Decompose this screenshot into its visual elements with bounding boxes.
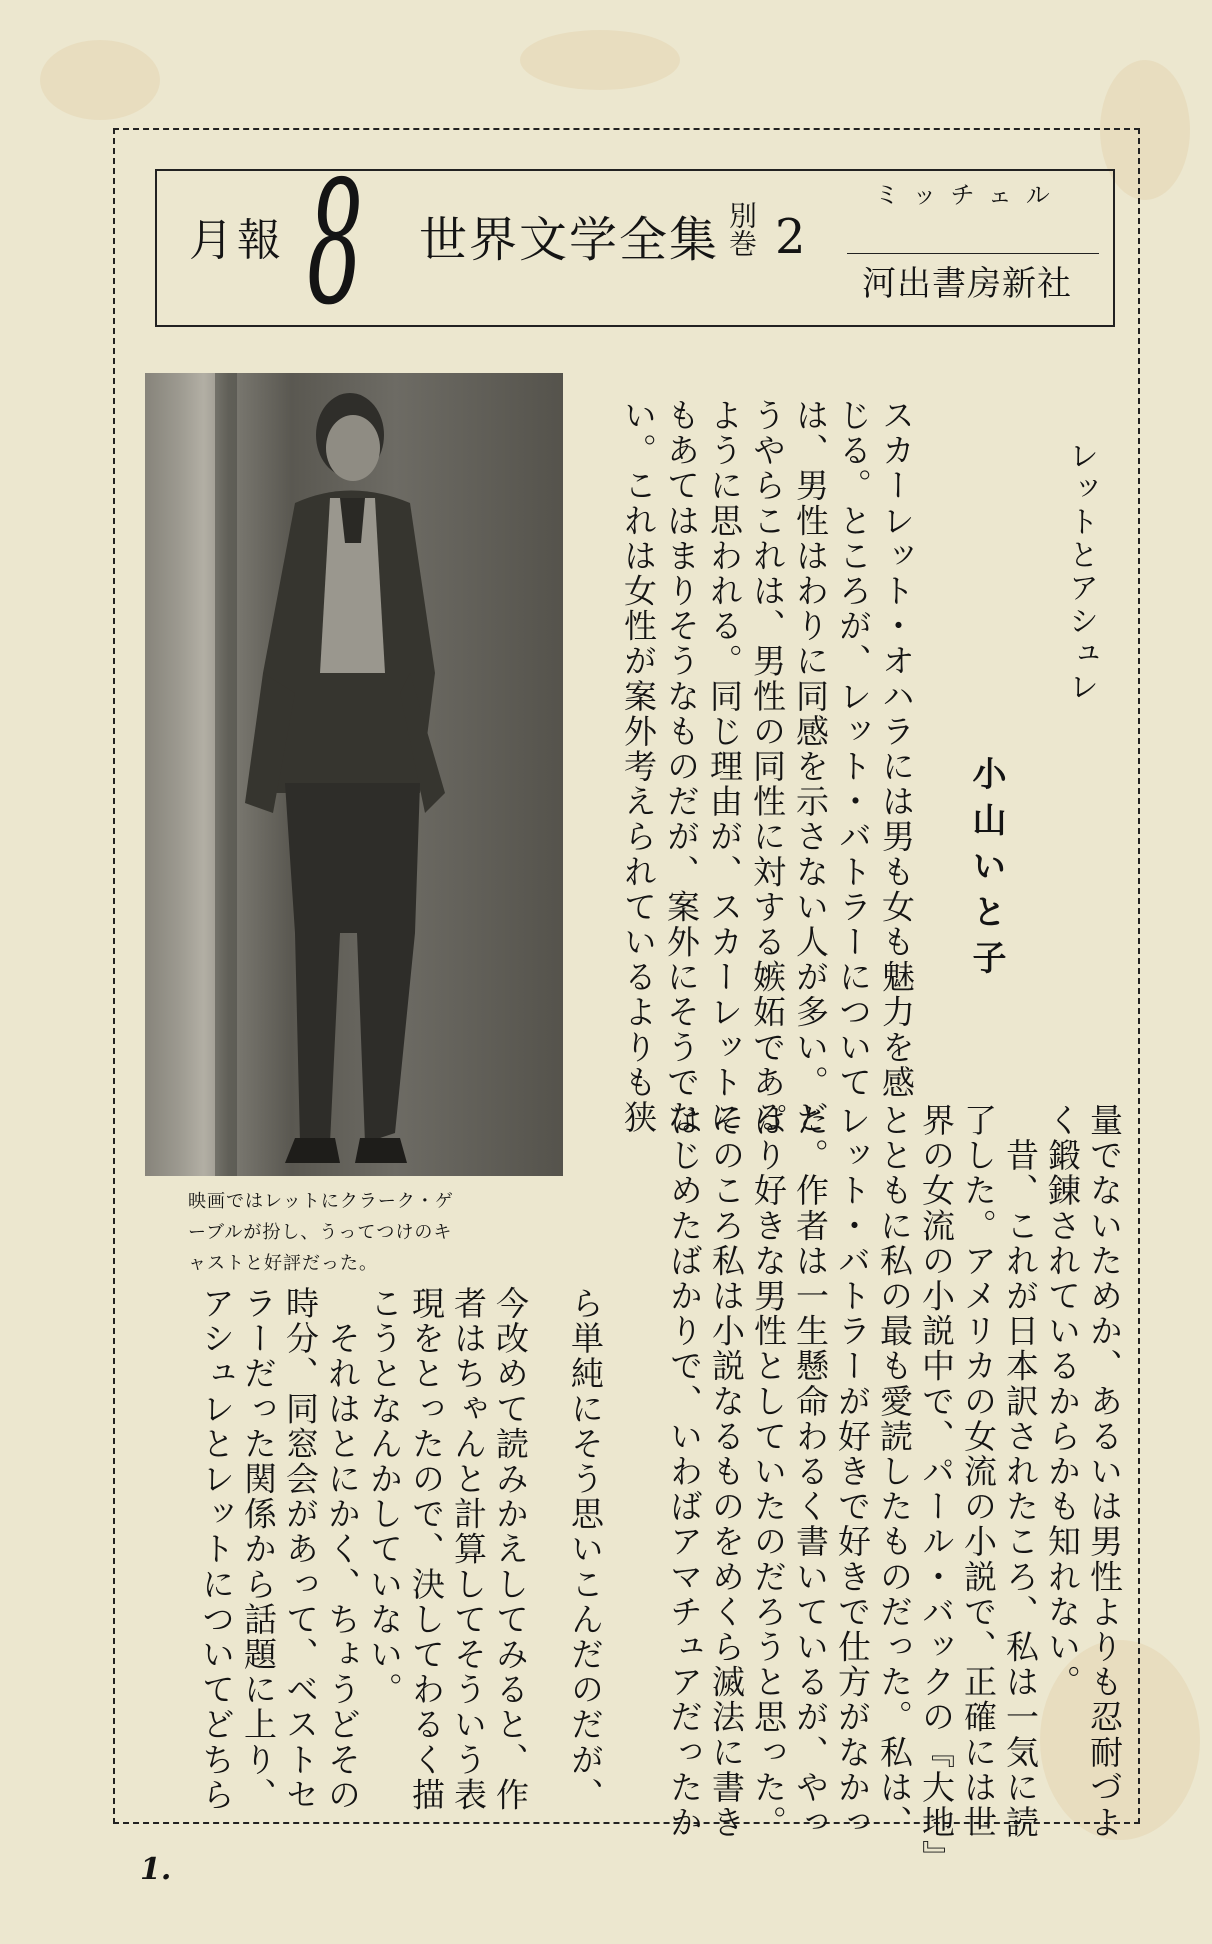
text-column: ように思われる。同じ理由が、スカーレットに xyxy=(705,398,744,1136)
text-column: アシュレとレットについてどちら xyxy=(197,1286,236,1813)
masthead-divider xyxy=(847,253,1099,254)
text-column: こうとなんかしていない。 xyxy=(365,1286,404,1708)
text-column: ぱり好きな男性としていたのだろうと思った。 xyxy=(749,1103,788,1841)
text-column: い。これは女性が案外考えられているよりも狭 xyxy=(619,398,658,1136)
text-column: 者はちゃんと計算してそういう表 xyxy=(449,1286,488,1813)
text-column: もあてはまりそうなものだが、案外にそうでな xyxy=(662,398,701,1136)
article-byline: 小山いと子 xyxy=(966,756,1006,986)
text-column: 量でないためか、あるいは男性よりも忍耐づよ xyxy=(1085,1103,1124,1841)
text-column: 今改めて読みかえしてみると、作 xyxy=(491,1286,530,1813)
man-figure-illustration xyxy=(145,373,563,1176)
caption-line: ャストと好評だった。 xyxy=(188,1253,378,1274)
text-column: そのころ私は小説なるものをめくら滅法に書き xyxy=(707,1103,746,1841)
text-column: 界の女流の小説中で、パール・バックの『大地』 xyxy=(917,1103,956,1876)
text-column: ラーだった関係から話題に上り、 xyxy=(239,1286,278,1813)
caption-line: 映画ではレットにクラーク・ゲ xyxy=(188,1191,454,1212)
caption-line: ーブルが扮し、うってつけのキ xyxy=(188,1222,453,1243)
series-title: 世界文学全集 xyxy=(419,212,720,268)
text-column: ら単純にそう思いこんだのだが、 xyxy=(566,1286,605,1813)
text-column: 昔、これが日本訳されたころ、私は一気に読 xyxy=(1001,1103,1040,1841)
text-column: 了した。アメリカの女流の小説で、正確には世 xyxy=(959,1103,998,1841)
text-column: うやらこれは、男性の同性に対する嫉妬である xyxy=(748,398,787,1136)
author-name: ミッチェル xyxy=(875,181,1064,209)
publisher-name: 河出書房新社 xyxy=(862,264,1072,304)
page-number: 1. xyxy=(140,1852,172,1887)
text-column: く鍛錬されているからかも知れない。 xyxy=(1043,1103,1082,1700)
text-column: それはとにかく、ちょうどその xyxy=(323,1286,362,1813)
text-column: スカーレット・オハラには男も女も魅力を感 xyxy=(877,398,916,1100)
paper-stain xyxy=(40,40,160,120)
issue-number: 8 xyxy=(307,145,364,343)
volume-label: 別巻 xyxy=(725,201,758,257)
text-column: た。作者は一生懸命わるく書いているが、やっ xyxy=(791,1103,830,1841)
text-column: は、男性はわりに同感を示さない人が多い。ど xyxy=(791,398,830,1136)
text-column: 時分、同窓会があって、ベストセ xyxy=(281,1286,320,1813)
photo-caption xyxy=(188,1186,588,1279)
film-still-photo xyxy=(145,373,563,1176)
article-title: レットとアシュレ xyxy=(1063,440,1098,704)
paper-stain xyxy=(520,30,680,90)
text-column: 現をとったので、決してわるく描 xyxy=(407,1286,446,1813)
text-column: レット・バトラーが好きで好きで仕方がなかっ xyxy=(833,1103,872,1841)
text-column: はじめたばかりで、いわばアマチュアだったか xyxy=(665,1103,704,1841)
text-column: とともに私の最も愛読したものだった。私は、 xyxy=(875,1103,914,1841)
volume-number: 2 xyxy=(775,209,806,265)
masthead xyxy=(155,145,1115,343)
geppo-label: 月報 xyxy=(189,215,285,266)
text-column: じる。ところが、レット・バトラーについて xyxy=(834,398,873,1100)
